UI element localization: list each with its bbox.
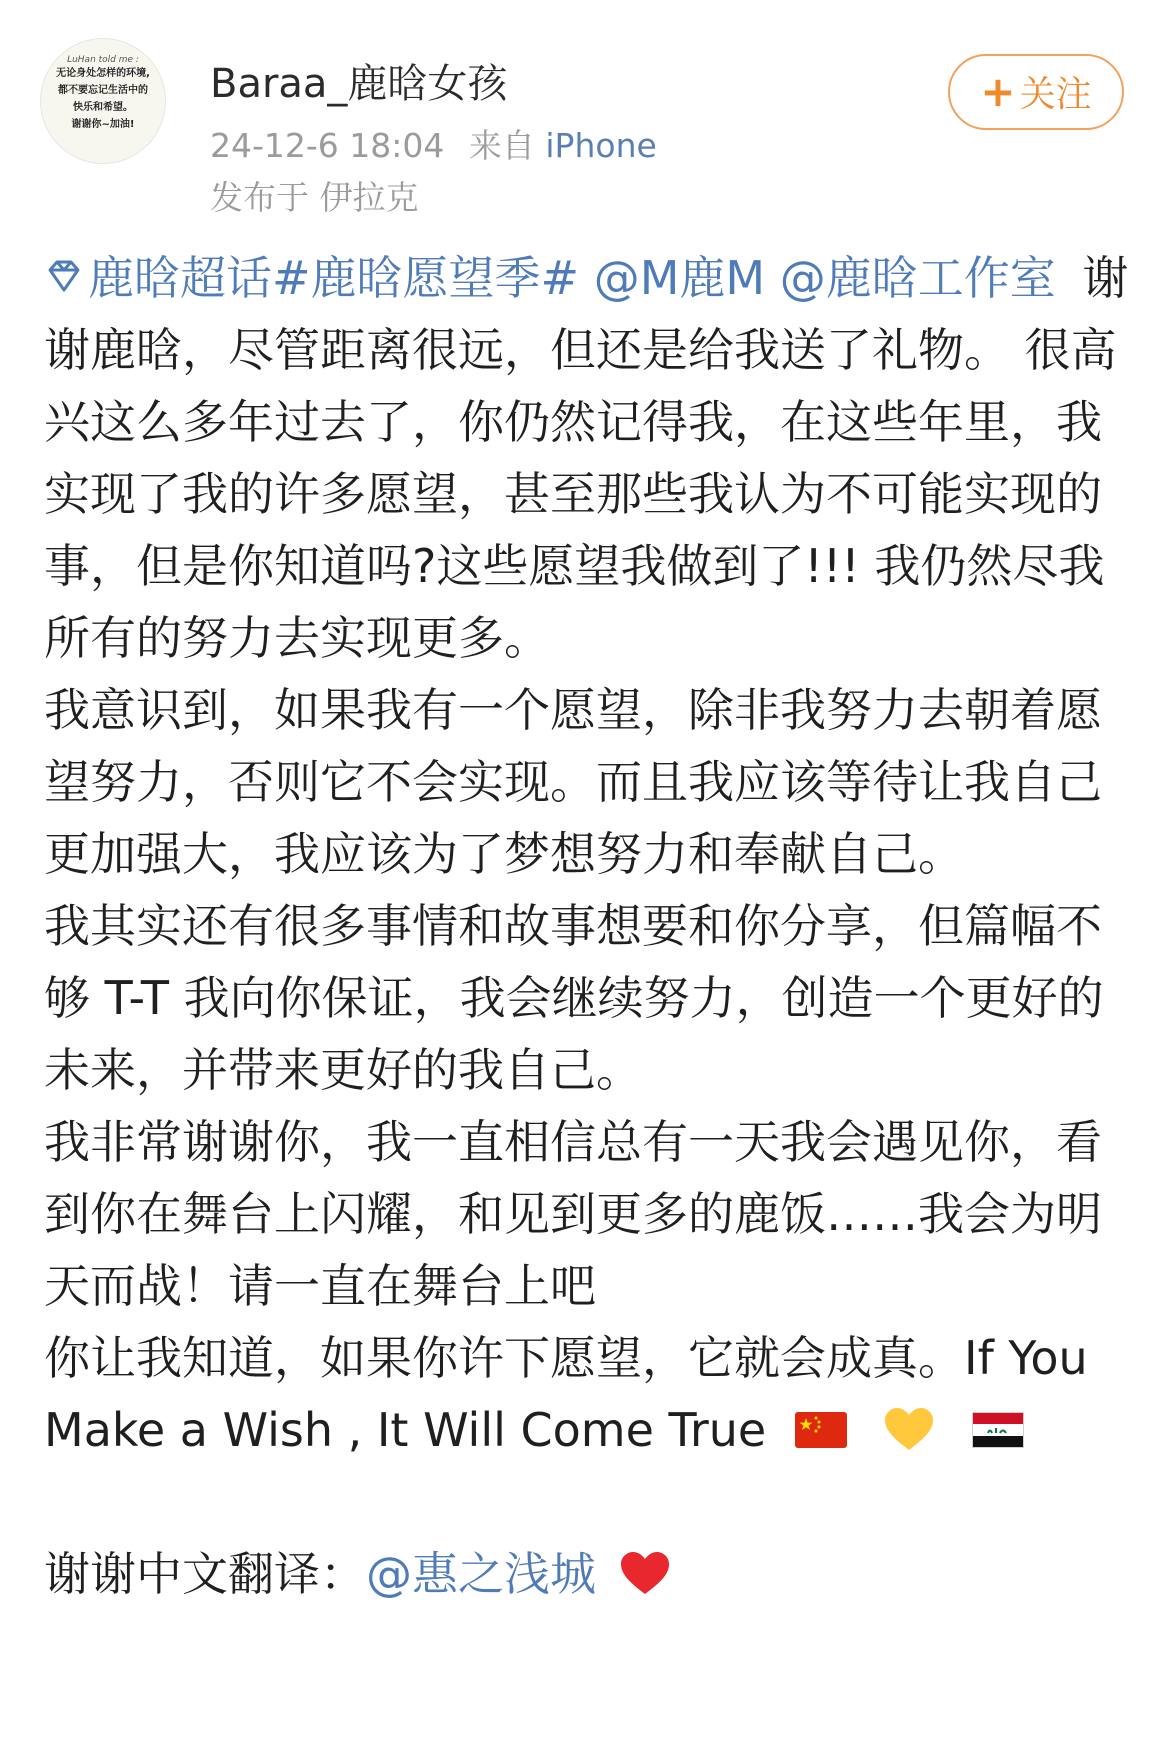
diamond-icon [44, 256, 84, 296]
post-content [44, 242, 1134, 1610]
mention-link[interactable]: @惠之浅城 [366, 1547, 596, 1601]
red-heart-icon [619, 1550, 671, 1596]
plus-icon: + [980, 67, 1016, 116]
follow-label: 关注 [1019, 74, 1092, 115]
username[interactable]: Baraa_鹿晗女孩 [210, 61, 508, 107]
avatar-title: LuHan told me : [67, 55, 139, 65]
supertopic-link[interactable] [44, 251, 272, 305]
body-text: 你让我知道，如果你许下愿望，它就会成真。If You Make a Wish , It Will Come True [44, 1331, 1088, 1457]
paragraph: 我非常谢谢你，我一直相信总有一天我会遇见你，看到你在舞台上闪耀，和见到更多的鹿饭……我会为明天而战！请一直在舞台上吧 [44, 1115, 1102, 1313]
avatar-line: 谢谢你~加油! [71, 119, 135, 130]
post-header [0, 0, 1170, 230]
avatar-line: 快乐和希望。 [73, 102, 133, 113]
china-flag-icon [795, 1412, 847, 1448]
source-prefix: 来自 [468, 126, 535, 165]
timestamp: 24-12-6 18:04 [210, 126, 445, 165]
post-meta [210, 120, 657, 167]
paragraph: 我意识到，如果我有一个愿望，除非我努力去朝着愿望努力，否则它不会实现。而且我应该等待让我自己更加强大，我应该为了梦想努力和奉献自己。 [44, 683, 1102, 881]
avatar-line: 都不要忘记生活中的 [58, 85, 148, 96]
body-text: 谢谢鹿晗，尽管距离很远，但还是给我送了礼物。 很高兴这么多年过去了，你仍然记得我，在这些年里，我实现了我的许多愿望，甚至那些我认为不可能实现的事，但是你知道吗?这些愿望我做到了!!! 我仍然尽我所有的努力去实现更多。 [44, 251, 1129, 665]
follow-button[interactable] [948, 54, 1124, 130]
avatar[interactable] [40, 38, 166, 164]
mention-link[interactable]: @鹿晗工作室 [779, 251, 1056, 305]
spacer [44, 1466, 1134, 1538]
supertopic-label: 鹿晗超话 [88, 251, 272, 305]
yellow-heart-icon [883, 1406, 935, 1452]
paragraph: 我其实还有很多事情和故事想要和你分享，但篇幅不够 T-T 我向你保证，我会继续努力，创造一个更好的未来，并带来更好的我自己。 [44, 899, 1104, 1097]
paragraph [44, 1538, 1134, 1610]
iraq-flag-icon [972, 1412, 1024, 1448]
thanks-prefix: 谢谢中文翻译： [44, 1547, 366, 1601]
source-device[interactable]: iPhone [545, 126, 657, 165]
mention-link[interactable]: @M鹿M [593, 251, 766, 305]
avatar-line: 无论身处怎样的环境, [56, 68, 150, 79]
paragraph [44, 242, 1134, 674]
hashtag-link[interactable]: #鹿晗愿望季# [272, 251, 580, 305]
location: 发布于 伊拉克 [210, 178, 419, 217]
paragraph [44, 1322, 1134, 1466]
